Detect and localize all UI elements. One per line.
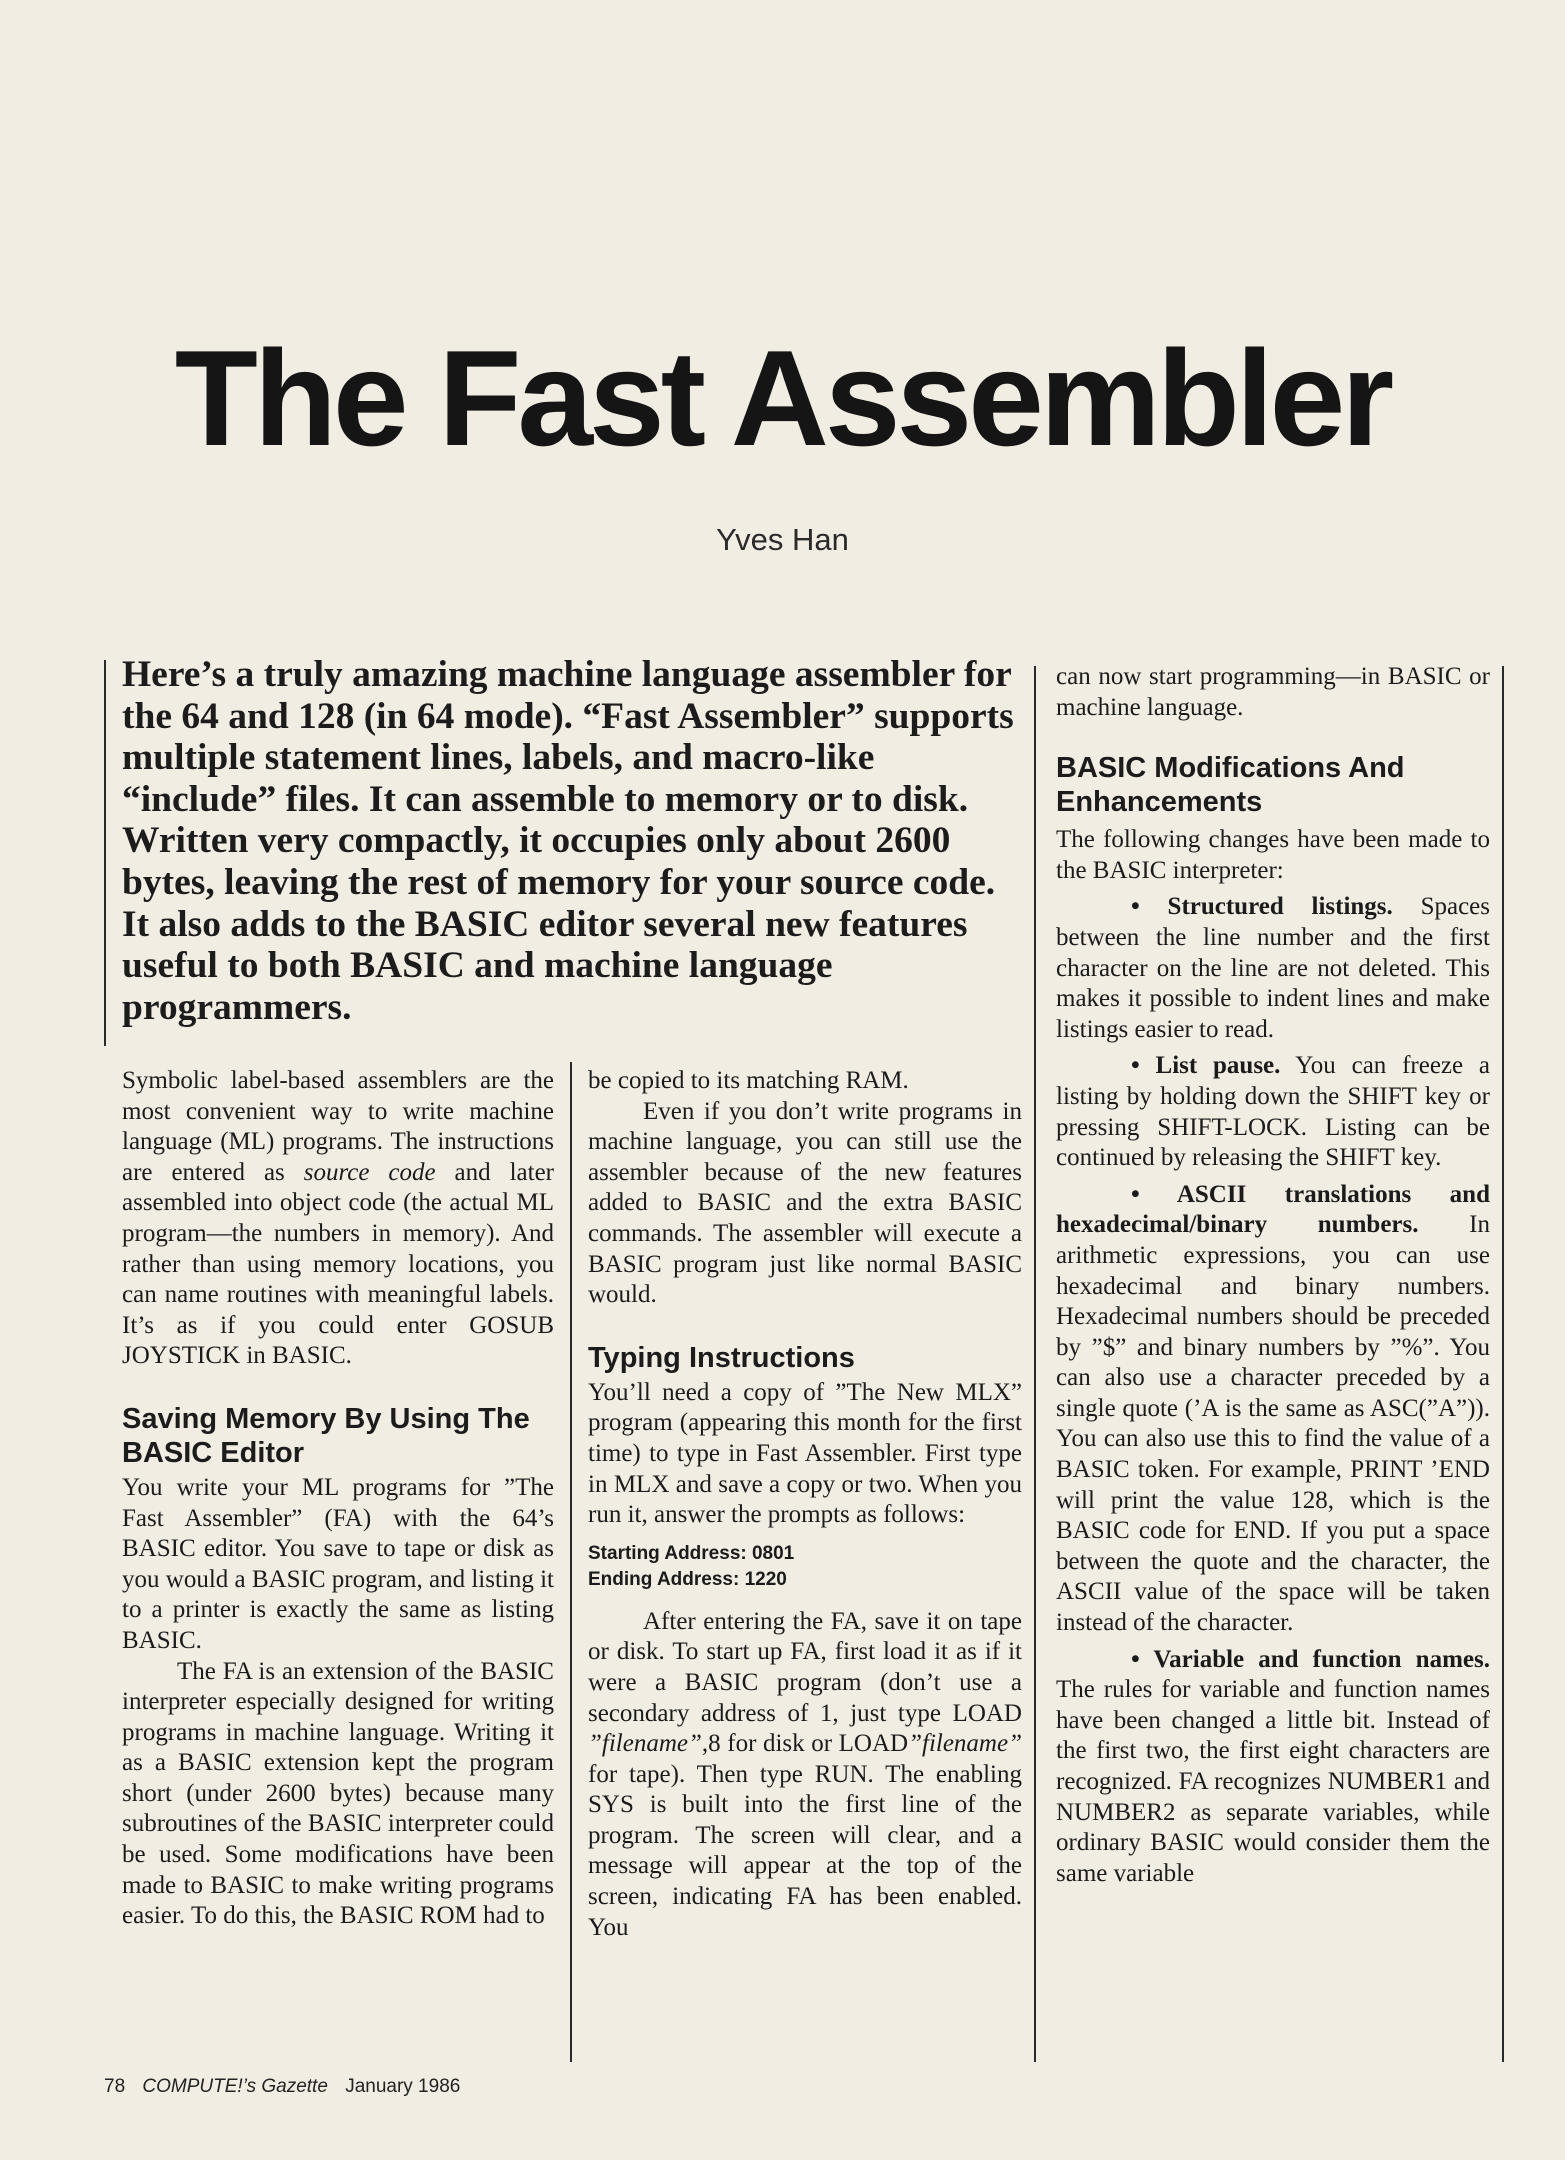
paragraph: The following changes have been made to the BASIC interpreter: [1056,826,1490,884]
paragraph: You’ll need a copy of ”The New MLX” program (appearing this month for the first time) to type in Fast Assembler. First type in MLX and save a copy or two. When you run it, answer the prompts as follows: [588,1378,1022,1529]
column-1 [122,1066,554,1932]
author-byline: Yves Han [716,522,849,557]
paragraph: You write your ML programs for ”The Fast Assembler” (FA) with the 64’s BASIC editor. You save to tape or disk as you would a BASIC program, and listing it to a printer is exactly the same as listing BASIC. [122,1473,554,1654]
ending-address: Ending Address: 1220 [588,1568,787,1590]
page-number: 78 [104,2076,126,2097]
intro-deck: Here’s a truly amazing machine language assembler for the 64 and 128 (in 64 mode). “Fast Assembler” supports multiple statement lines, labels, and macro-like “include” files. It can assemble to memory or to disk. Written very compactly, it occupies only about 2600 bytes, leaving the rest of memory for your source code. It also adds to the BASIC editor several new features useful to both BASIC and machine language programmers. [122,654,1014,1028]
issue-date: January 1986 [345,2076,461,2097]
column-3 [1056,662,1490,1889]
page-footer [104,2076,460,2098]
column-2 [588,1066,1022,1943]
section-heading: BASIC Modifications And Enhancements [1056,752,1405,819]
paragraph: The FA is an extension of the BASIC interpreter especially designed for writing programs in machine language. Writing it as a BASIC extension kept the program short (under 2600 bytes) because many subroutines of the BASIC interpreter could be used. Some modifications have been made to BASIC to make writing programs easier. To do this, the BASIC ROM had to [122,1657,554,1930]
paragraph: Even if you don’t write programs in machine language, you can still use the assembler because of the new features added to BASIC and the extra BASIC commands. The assembler will execute a BASIC program just like normal BASIC would. [588,1097,1022,1309]
bullet-item: • List pause. You can freeze a listing by holding down the SHIFT key or pressing SHIFT-LOCK. Listing can be continued by releasing the SHIFT key. [1056,1052,1490,1172]
intro-left-rule [104,660,106,1046]
paragraph: Symbolic label-based assemblers are the most convenient way to write machine language (ML) programs. The instructions are entered as source code and later assembled into object code (the actual ML program—the numbers in memory). And rather than using memory locations, you can name routines with meaningful labels. It’s as if you could enter GOSUB JOYSTICK in BASIC. [122,1067,554,1370]
magazine-name: COMPUTE!’s Gazette [142,2076,328,2097]
bullet-item: • Structured listings. Spaces between the line number and the first character on the line are not deleted. This makes it possible to indent lines and make listings easier to read. [1056,893,1490,1043]
column-rule-2 [1034,666,1036,2062]
right-rule [1502,666,1504,2062]
article-title: The Fast Assembler [174,322,1391,474]
section-heading: Typing Instructions [588,1341,855,1374]
bullet-item: • ASCII translations and hexadecimal/binary numbers. In arithmetic expressions, you can use hexadecimal and binary numbers. Hexadecimal numbers should be preceded by ”$” and binary numbers by ”%”. You can also use a character preceded by a single quote (’A is the same as ASC(”A”)). You can also use this to find the value of a BASIC token. For example, PRINT ’END will print the value 128, which is the BASIC code for END. If you put a space between the quote and the character, the ASCII value of the space will be taken instead of the character. [1056,1180,1490,1637]
paragraph: can now start programming—in BASIC or machine language. [1056,663,1490,721]
section-heading: Saving Memory By Using The BASIC Editor [122,1402,530,1469]
paragraph: After entering the FA, save it on tape or disk. To start up FA, first load it as if it were a BASIC program (don’t use a secondary address of 1, just type LOAD ”filename”,8 for disk or LOAD”filename” for tape). Then type RUN. The enabling SYS is built into the first line of the program. The screen will clear, and a message will appear at the top of the screen, indicating FA has been enabled. You [588,1607,1022,1941]
bullet-item: • Variable and function names. The rules for variable and function names have been changed a little bit. Instead of the first two, the first eight characters are recognized. FA recognizes NUMBER1 and NUMBER2 as separate variables, while ordinary BASIC would consider them the same variable [1056,1645,1490,1887]
paragraph: be copied to its matching RAM. [588,1067,909,1094]
starting-address: Starting Address: 0801 [588,1542,795,1564]
column-rule-1 [570,1062,572,2062]
